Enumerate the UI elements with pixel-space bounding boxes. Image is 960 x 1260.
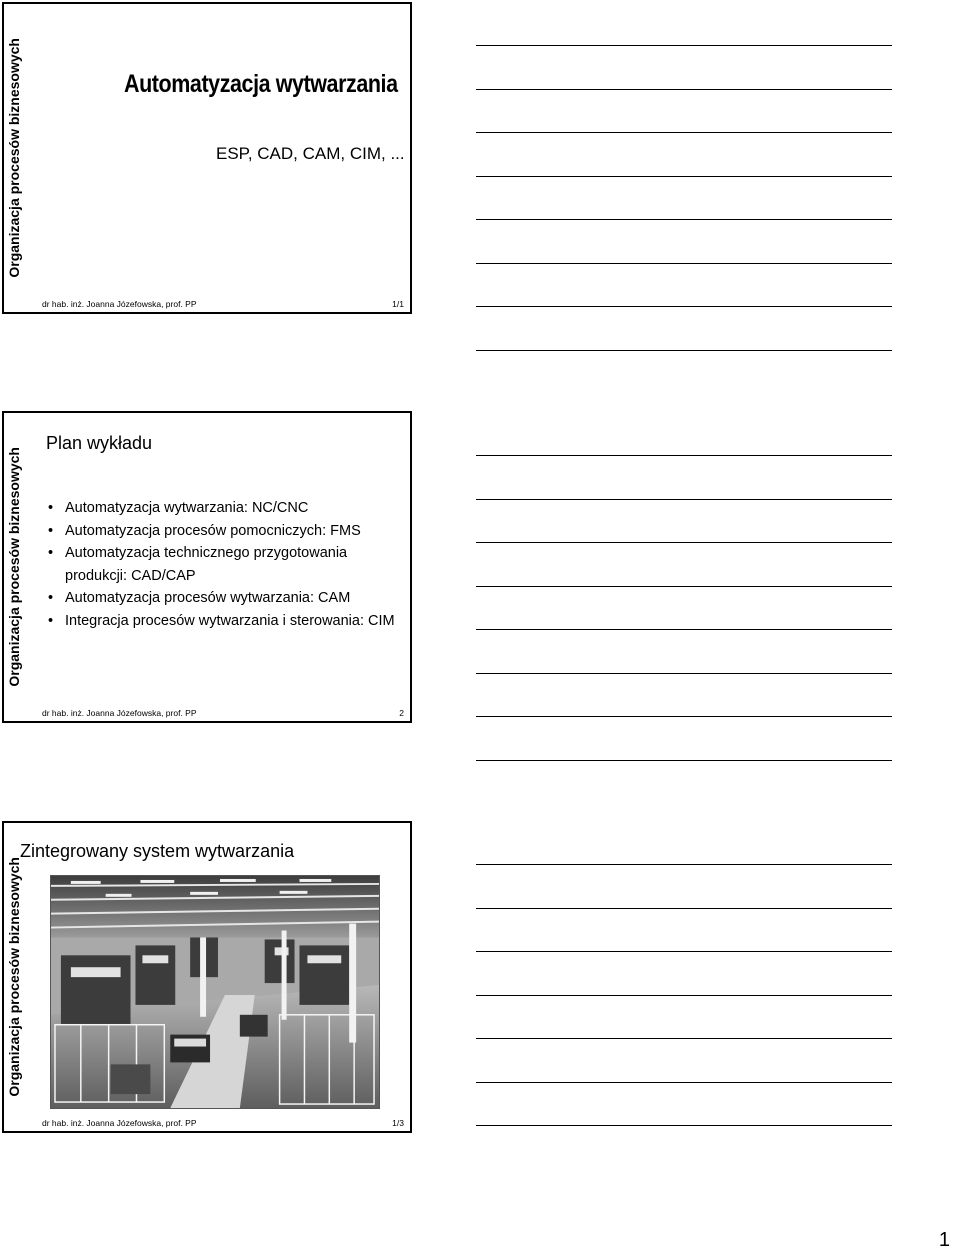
- slide-title: Automatyzacja wytwarzania: [124, 70, 398, 98]
- slide-subtitle: ESP, CAD, CAM, CIM, ...: [216, 144, 405, 163]
- notes-lines-1: [476, 45, 892, 393]
- bullet-item: • Automatyzacja procesów wytwarzania: CAM: [48, 587, 400, 610]
- footer-author: dr hab. inż. Joanna Józefowska, prof. PP: [42, 708, 197, 718]
- slide-page-number: 1/1: [392, 299, 404, 309]
- bullet-item: • Integracja procesów wytwarzania i sterowania: CIM: [48, 610, 400, 633]
- bullet-item: • Automatyzacja technicznego przygotowania produkcji: CAD/CAP: [48, 542, 400, 587]
- bullet-list: [48, 497, 400, 632]
- slide-page-number: 1/3: [392, 1118, 404, 1128]
- sidebar-label: Organizacja procesów biznesowych: [6, 857, 22, 1097]
- notes-lines-3: [476, 864, 892, 1169]
- slide-2: [2, 411, 412, 723]
- footer-author: dr hab. inż. Joanna Józefowska, prof. PP: [42, 1118, 197, 1128]
- slide-page-number: 2: [399, 708, 404, 718]
- slide-title: Zintegrowany system wytwarzania: [20, 841, 295, 861]
- bullet-item: • Automatyzacja wytwarzania: NC/CNC: [48, 497, 400, 520]
- bullet-item: • Automatyzacja procesów pomocniczych: FMS: [48, 520, 400, 543]
- slide-3: [2, 821, 412, 1133]
- sidebar-label: Organizacja procesów biznesowych: [6, 38, 22, 278]
- notes-lines-2: [476, 455, 892, 803]
- factory-floor-photo: [50, 875, 380, 1109]
- slide-1: [2, 2, 412, 314]
- slide-title: Plan wykładu: [46, 433, 153, 453]
- document-page-number: 1: [938, 1229, 950, 1251]
- sidebar-label: Organizacja procesów biznesowych: [6, 447, 22, 687]
- footer-author: dr hab. inż. Joanna Józefowska, prof. PP: [42, 299, 197, 309]
